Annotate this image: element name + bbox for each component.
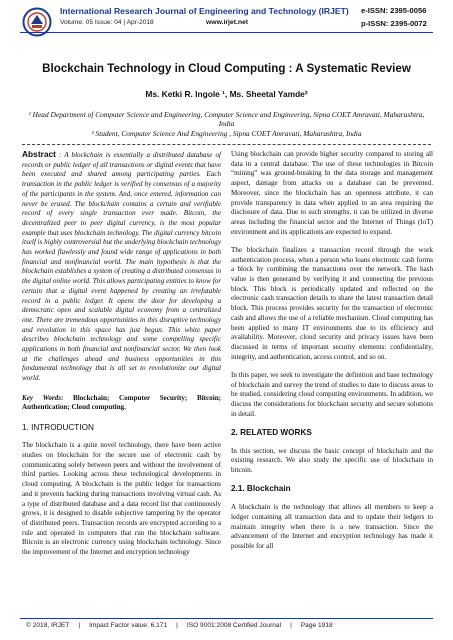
keywords-label: Key Words (22, 393, 61, 402)
footer-page-number: Page 1918 (300, 622, 333, 629)
abstract-text: : A blockchain is essentially a distributed database of records or public ledger of all transactions or digital events that have been executed and shared among participating parties. Each transaction in the public ledger is verified by consensus of a majority of the participants in the system. And, once entered, information can never be erased. The blockchain contains a certain and verifiable record of every single transaction ever made. Bitcoin, the decentralized peer to peer digital currency, is the most popular example that uses blockchain technology. The digital currency bitcoin itself is highly controversial but the underlying blockchain technology has worked flawlessly and found wide range of applications in both financial and nonfinancial world. The main hypothesis is that the blockchain establishes a system of creating a distributed consensus in the digital online world. This allows participating entities to know for certain that a digital event happened by creating an irrefutable record in a public ledger. It opens the door for developing a democratic open and scalable digital economy from a centralized one. There are tremendous opportunities in this disruptive technology and revolution in this space has just begun. This white paper describes blockchain technology and some compelling specific applications in both financial and nonfinancial sector. We then look at the challenges ahead and business opportunities in this fundamental technology that is all set to revolutionize our digital world. (22, 151, 221, 383)
keywords-text: : Blockchain; Computer Security; Bitcoin; Authentication; Cloud computing. (22, 393, 221, 412)
footer-separator: | (78, 622, 81, 629)
footer-iso: ISO 9001:2008 Certified Journal (186, 622, 282, 629)
introduction-heading: 1. INTRODUCTION (22, 422, 94, 432)
abstract-label: Abstract (22, 149, 56, 159)
related-works-heading: 2. RELATED WORKS (231, 428, 312, 438)
footer-copyright: © 2018, IRJET (26, 622, 70, 629)
right-paragraph-2: The blockchain finalizes a transaction record through the work authentication process, when a person who loans electronic cash forms a block by combining the transactions over the network. The hash value is then generated by verifying it and connecting the previous block. This block is periodically updated and reflected on the electronic cash transaction details to share the latest transaction detail block. This process provides security for the transaction of electronic cash and allows the use of a reliable mechanism. Cloud computing has been applied to many IT environments due to its efficiency and availability. Moreover, cloud security and privacy issues have been discussed in terms of important security elements: confidentiality, integrity, and authentication, access control, and so on. (231, 245, 433, 361)
right-column (231, 150, 433, 560)
right-paragraph-3: In this paper, we seek to investigate the definition and base technology of blockchain and survey the trend of studies to date to discuss areas to be studied, considering cloud computing environments. In addition, we discuss the considerations for blockchain security and secure solutions in detail. (231, 370, 433, 418)
page-footer (26, 622, 333, 629)
title-divider (22, 144, 431, 145)
abstract-paragraph (22, 150, 221, 384)
p-issn: p-ISSN: 2395-0072 (361, 19, 427, 28)
paper-authors: Ms. Ketki R. Ingole ¹, Ms. Sheetal Yamde² (145, 89, 308, 99)
right-paragraph-1: Using blockchain can provide higher security compared to storing all data in a central database. The use of these technologies in Bitcoin “mining” was ground-breaking In the data storage and management aspect, damage from attacks on a database can be prevented. Moreover, since the blockchain has an openness attribute, it can provide transparency in data when applied to an area requiring the disclosure of data. Due to such strengths, it can be utilized in diverse areas including the financial sector and the Internet of Things (IoT) environment and its applications are expected to expand. (231, 150, 433, 236)
introduction-text: The blockchain is a quite novel technology, there have been active studies on blockchain for the secure use of electronic cash by communicating solely between peers and without the involvement of third parties. Looking across these technological developments in cloud computing. A blockchain is the public ledger for transactions and it prevents hacking during transactions involving virtual cash. As a type of distributed database and a data record list that continuously grows, it is designed to disable subjective tampering by the operator of distributed peers. Transaction records are encrypted according to a rule and operated in computers that run the blockchain software. Bitcoin is an electronic currency using blockchain technology. Since the improvement of the Internet and encryption technology (22, 441, 221, 557)
journal-header (0, 0, 453, 52)
volume-issue: Volume: 05 Issue: 04 | Apr-2018 (60, 19, 154, 26)
blockchain-text: A blockchain is the technology that allows all members to keep a ledger containing all transaction data and to update their ledgers to maintain integrity when there is a new transaction. Since the advancement of the Internet and encryption technology has made it possible for all (231, 503, 433, 550)
journal-website-link[interactable]: www.irjet.net (206, 19, 249, 26)
journal-title: International Research Journal of Engineering and Technology (IRJET) (60, 6, 349, 16)
paper-title: Blockchain Technology in Cloud Computing : A Systematic Review (42, 62, 411, 75)
blockchain-subheading: 2.1. Blockchain (231, 484, 291, 494)
e-issn: e-ISSN: 2395-0056 (361, 6, 427, 15)
footer-impact-factor: Impact Factor value: 6.171 (89, 622, 168, 629)
footer-separator: | (176, 622, 178, 629)
related-works-text: In this section, we discuss the basic concept of blockchain and the existing research. We also study the specific use of blockchain in bitcoin. (231, 446, 433, 475)
affiliation-2: ² Student, Computer Science And Engineering , Sipna COET Amravati, Maharashtra, India (91, 129, 362, 138)
header-divider (20, 32, 433, 33)
footer-separator: | (290, 622, 292, 629)
left-column (22, 150, 221, 567)
keywords-paragraph (22, 394, 221, 413)
affiliation-1: ¹ Head Department of Computer Science and Engineering, Computer Science and Engineering, Sipna COET Amravati, Maharashtra, India (28, 110, 425, 129)
footer-divider (20, 618, 433, 619)
